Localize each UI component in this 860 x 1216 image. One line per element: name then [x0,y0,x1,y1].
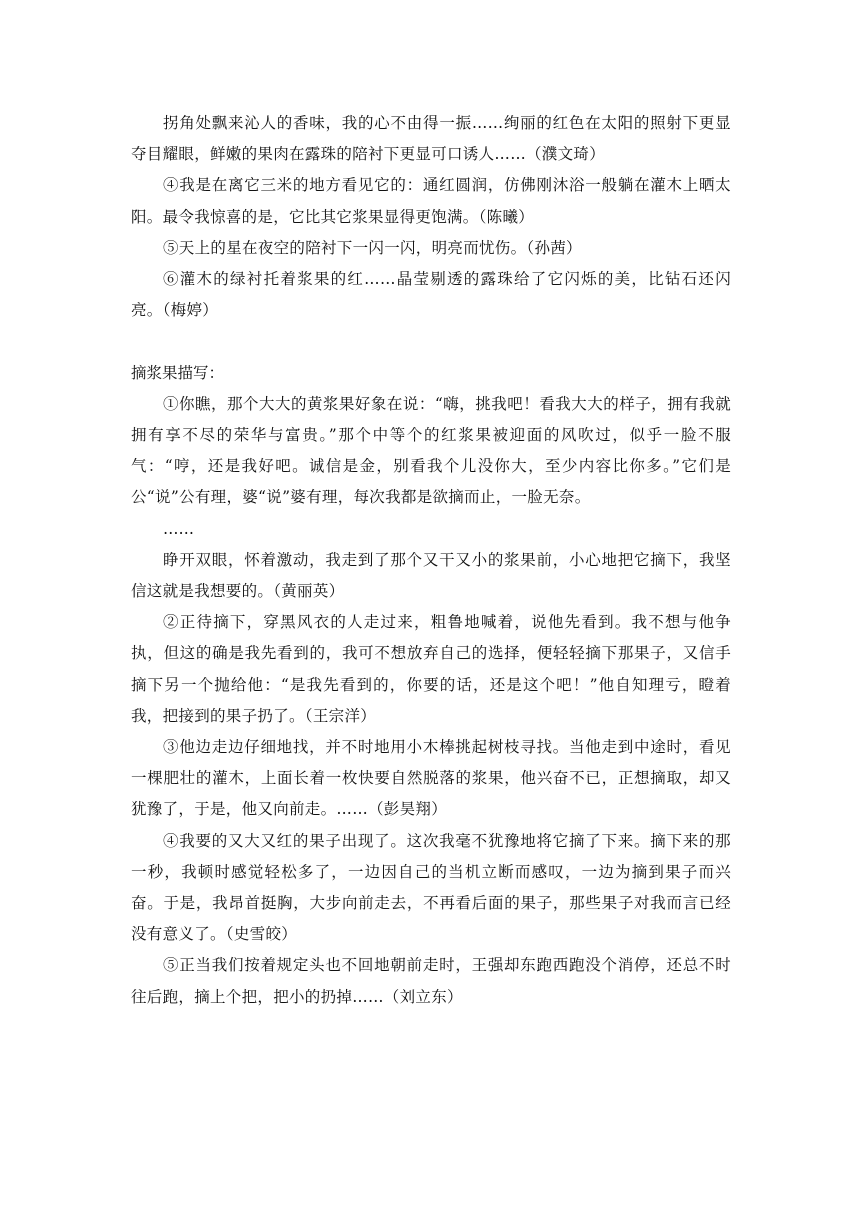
paragraph-5-sun-qian: ⑤天上的星在夜空的陪衬下一闪一闪，明亮而忧伤。（孙茜） [163,238,582,257]
paragraph-fragrance: 拐角处飘来沁人的香味，我的心不由得一振……绚丽的红色在太阳的照射下更显夺目耀眼，鲜嫩的果肉在露珠的陪衬下更显可口诱人……（濮文琦） [131,114,731,164]
paragraph-4-chen-xi: ④我是在离它三米的地方看见它的：通红圆润，仿佛刚沐浴一般躺在灌木上晒太阳。最令我惊喜的是，它比其它浆果显得更饱满。（陈曦） [131,176,731,226]
section-heading-picking: 摘浆果描写： [131,363,225,382]
paragraph-huang-liying: 睁开双眼，怀着激动，我走到了那个又干又小的浆果前，小心地把它摘下，我坚信这就是我想要的。（黄丽英） [131,550,731,601]
ellipsis-line: …… [163,519,194,538]
paragraph-2-wang-zongyang: ②正待摘下，穿黑风衣的人走过来，粗鲁地喊着，说他先看到。我不想与他争执，但这的确是我先看到的，我可不想放弃自己的选择，便轻轻摘下那果子，又信手摘下另一个抛给他：“是我先看到的，你要的话，还是这个吧！”他自知理亏，瞪着我，把接到的果子扔了。（王宗洋） [131,613,731,725]
paragraph-1-yellow-berry: ①你瞧，那个大大的黄浆果好象在说：“嗨，挑我吧！看我大大的样子，拥有我就拥有享不尽的荣华与富贵。”那个中等个的红浆果被迎面的风吹过，似乎一脸不服气：“哼，还是我好吧。诚信是金，别看我个儿没你大，至少内容比你多。”它们是公“说”公有理，婆“说”婆有理，每次我都是欲摘而止，一脸无奈。 [131,394,731,507]
paragraph-4-shi-xuejiao: ④我要的又大又红的果子出现了。这次我毫不犹豫地将它摘了下来。摘下来的那一秒，我顿时感觉轻松多了，一边因自己的当机立断而感叹，一边为摘到果子而兴奋。于是，我昂首挺胸，大步向前走去，不再看后面的果子，那些果子对我而言已经没有意义了。（史雪皎） [131,831,731,944]
paragraph-6-mei-ting: ⑥灌木的绿衬托着浆果的红……晶莹剔透的露珠给了它闪烁的美，比钻石还闪亮。（梅婷） [131,270,731,320]
section-spacer [131,326,731,357]
paragraph-5-liu-lidong: ⑤正当我们按着规定头也不回地朝前走时，王强却东跑西跑没个消停，还总不时往后跑，摘上个把，把小的扔掉……（刘立东） [131,956,731,1006]
document-body [131,108,731,1013]
paragraph-3-peng-haoxiang: ③他边走边仔细地找，并不时地用小木棒挑起树枝寻找。当他走到中途时，看见一棵肥壮的灌木，上面长着一枚快要自然脱落的浆果，他兴奋不已，正想摘取，却又犹豫了，于是，他又向前走。……（彭昊翔） [131,738,731,819]
